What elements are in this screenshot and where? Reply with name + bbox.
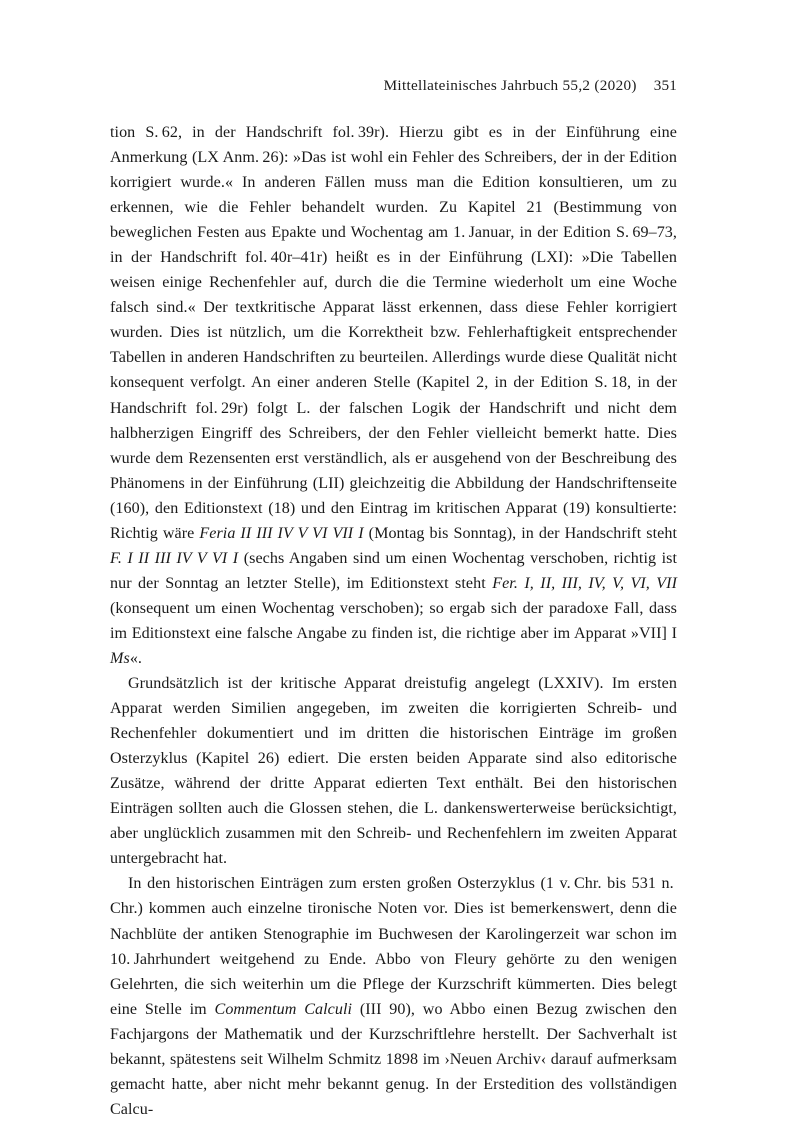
body-text-block	[110, 120, 677, 1122]
text-run: Grundsätzlich ist der kritische Apparat dreistufig angelegt (LXXIV). Im ersten Apparat werden Similien angegeben, im zweiten die korrigierten Schreib- und Rechenfehler dokumentiert und im dritten die historischen Einträge im großen Osterzyklus (Kapitel 26) ediert. Die ersten beiden Apparate sind also editorische Zusätze, während der dritte Apparat edierten Text enthält. Bei den historischen Einträgen sollten auch die Glossen stehen, die L. dankenswerterweise berücksichtigt, aber unglücklich zusammen mit den Schreib- und Rechenfehlern im zweiten Apparat untergebracht hat.	[110, 675, 677, 868]
italic-text-run: Commentum Calculi	[214, 1000, 353, 1018]
paragraph	[110, 871, 677, 1121]
running-head	[110, 76, 677, 96]
text-run: In den historischen Einträgen zum ersten großen Osterzyklus (1 v. Chr. bis 531 n. Chr.) kommen auch einzelne tironische Noten vor. Dies ist bemerkenswert, denn die Nachblüte der antiken Stenographie im Buchwesen der Karolingerzeit war schon im 10. Jahrhundert weitgehend zu Ende. Abbo von Fleury gehörte zu den wenigen Gelehrten, die sich weiterhin um die Pflege der Kurzschrift kümmerten. Dies belegt eine Stelle im	[110, 875, 677, 1018]
paragraph	[110, 120, 677, 671]
page-number: 351	[653, 77, 677, 94]
text-run: «.	[129, 649, 143, 667]
italic-text-run: F. I II III IV V VI I	[110, 549, 239, 567]
italic-text-run: Ms	[110, 649, 130, 667]
text-run: (konsequent um einen Wochentag verschoben); so ergab sich der paradoxe Fall, dass im Editionstext eine falsche Angabe zu finden ist, die richtige aber im Apparat »VII] I	[110, 599, 677, 642]
text-run: (sechs Angaben sind um einen Wochentag verschoben, richtig ist nur der Sonntag an letzter Stelle), im Editionstext steht	[110, 549, 677, 592]
paragraph	[110, 671, 677, 871]
italic-text-run: Feria II III IV V VI VII I	[199, 524, 364, 542]
text-run: (Montag bis Sonntag), in der Handschrift steht	[363, 524, 677, 542]
text-run: (III 90), wo Abbo einen Bezug zwischen den Fachjargons der Mathematik und der Kurzschriftlehre herstellt. Der Sachverhalt ist bekannt, spätestens seit Wilhelm Schmitz 1898 im ›Neuen Archiv‹ darauf aufmerksam gemacht hatte, aber nicht mehr bekannt genug. In der Erstedition des vollständigen Calcu-	[110, 1000, 677, 1118]
text-run: tion S. 62, in der Handschrift fol. 39r). Hierzu gibt es in der Einführung eine Anmerkung (LX Anm. 26): »Das ist wohl ein Fehler des Schreibers, der in der Edition korrigiert wurde.« In anderen Fällen muss man die Edition konsultieren, um zu erkennen, wie die Fehler behandelt wurden. Zu Kapitel 21 (Bestimmung von beweglichen Festen aus Epakte und Wochentag am 1. Januar, in der Edition S. 69–73, in der Handschrift fol. 40r–41r) heißt es in der Einführung (LXI): »Die Tabellen weisen einige Rechenfehler auf, durch die die Termine wiederholt um eine Woche falsch sind.« Der textkritische Apparat lässt erkennen, dass diese Fehler korrigiert wurden. Dies ist nützlich, um die Korrektheit bzw. Fehlerhaftigkeit entsprechender Tabellen in anderen Handschriften zu beurteilen. Allerdings wurde diese Qualität nicht konsequent verfolgt. An einer anderen Stelle (Kapitel 2, in der Edition S. 18, in der Handschrift fol. 29r) folgt L. der falschen Logik der Handschrift und nicht dem halbherzigen Eingriff des Schreibers, der den Fehler vielleicht bemerkt hatte. Dies wurde dem Rezensenten erst verständlich, als er ausgehend von der Beschreibung des Phänomens in der Einführung (LII) gleichzeitig die Abbildung der Handschriftenseite (160), den Editionstext (18) und den Eintrag im kritischen Apparat (19) konsultierte: Richtig wäre	[110, 124, 677, 542]
italic-text-run: Fer. I, II, III, IV, V, VI, VII	[492, 574, 677, 592]
running-head-journal-title: Mittellateinisches Jahrbuch 55,2 (2020)	[383, 77, 637, 94]
